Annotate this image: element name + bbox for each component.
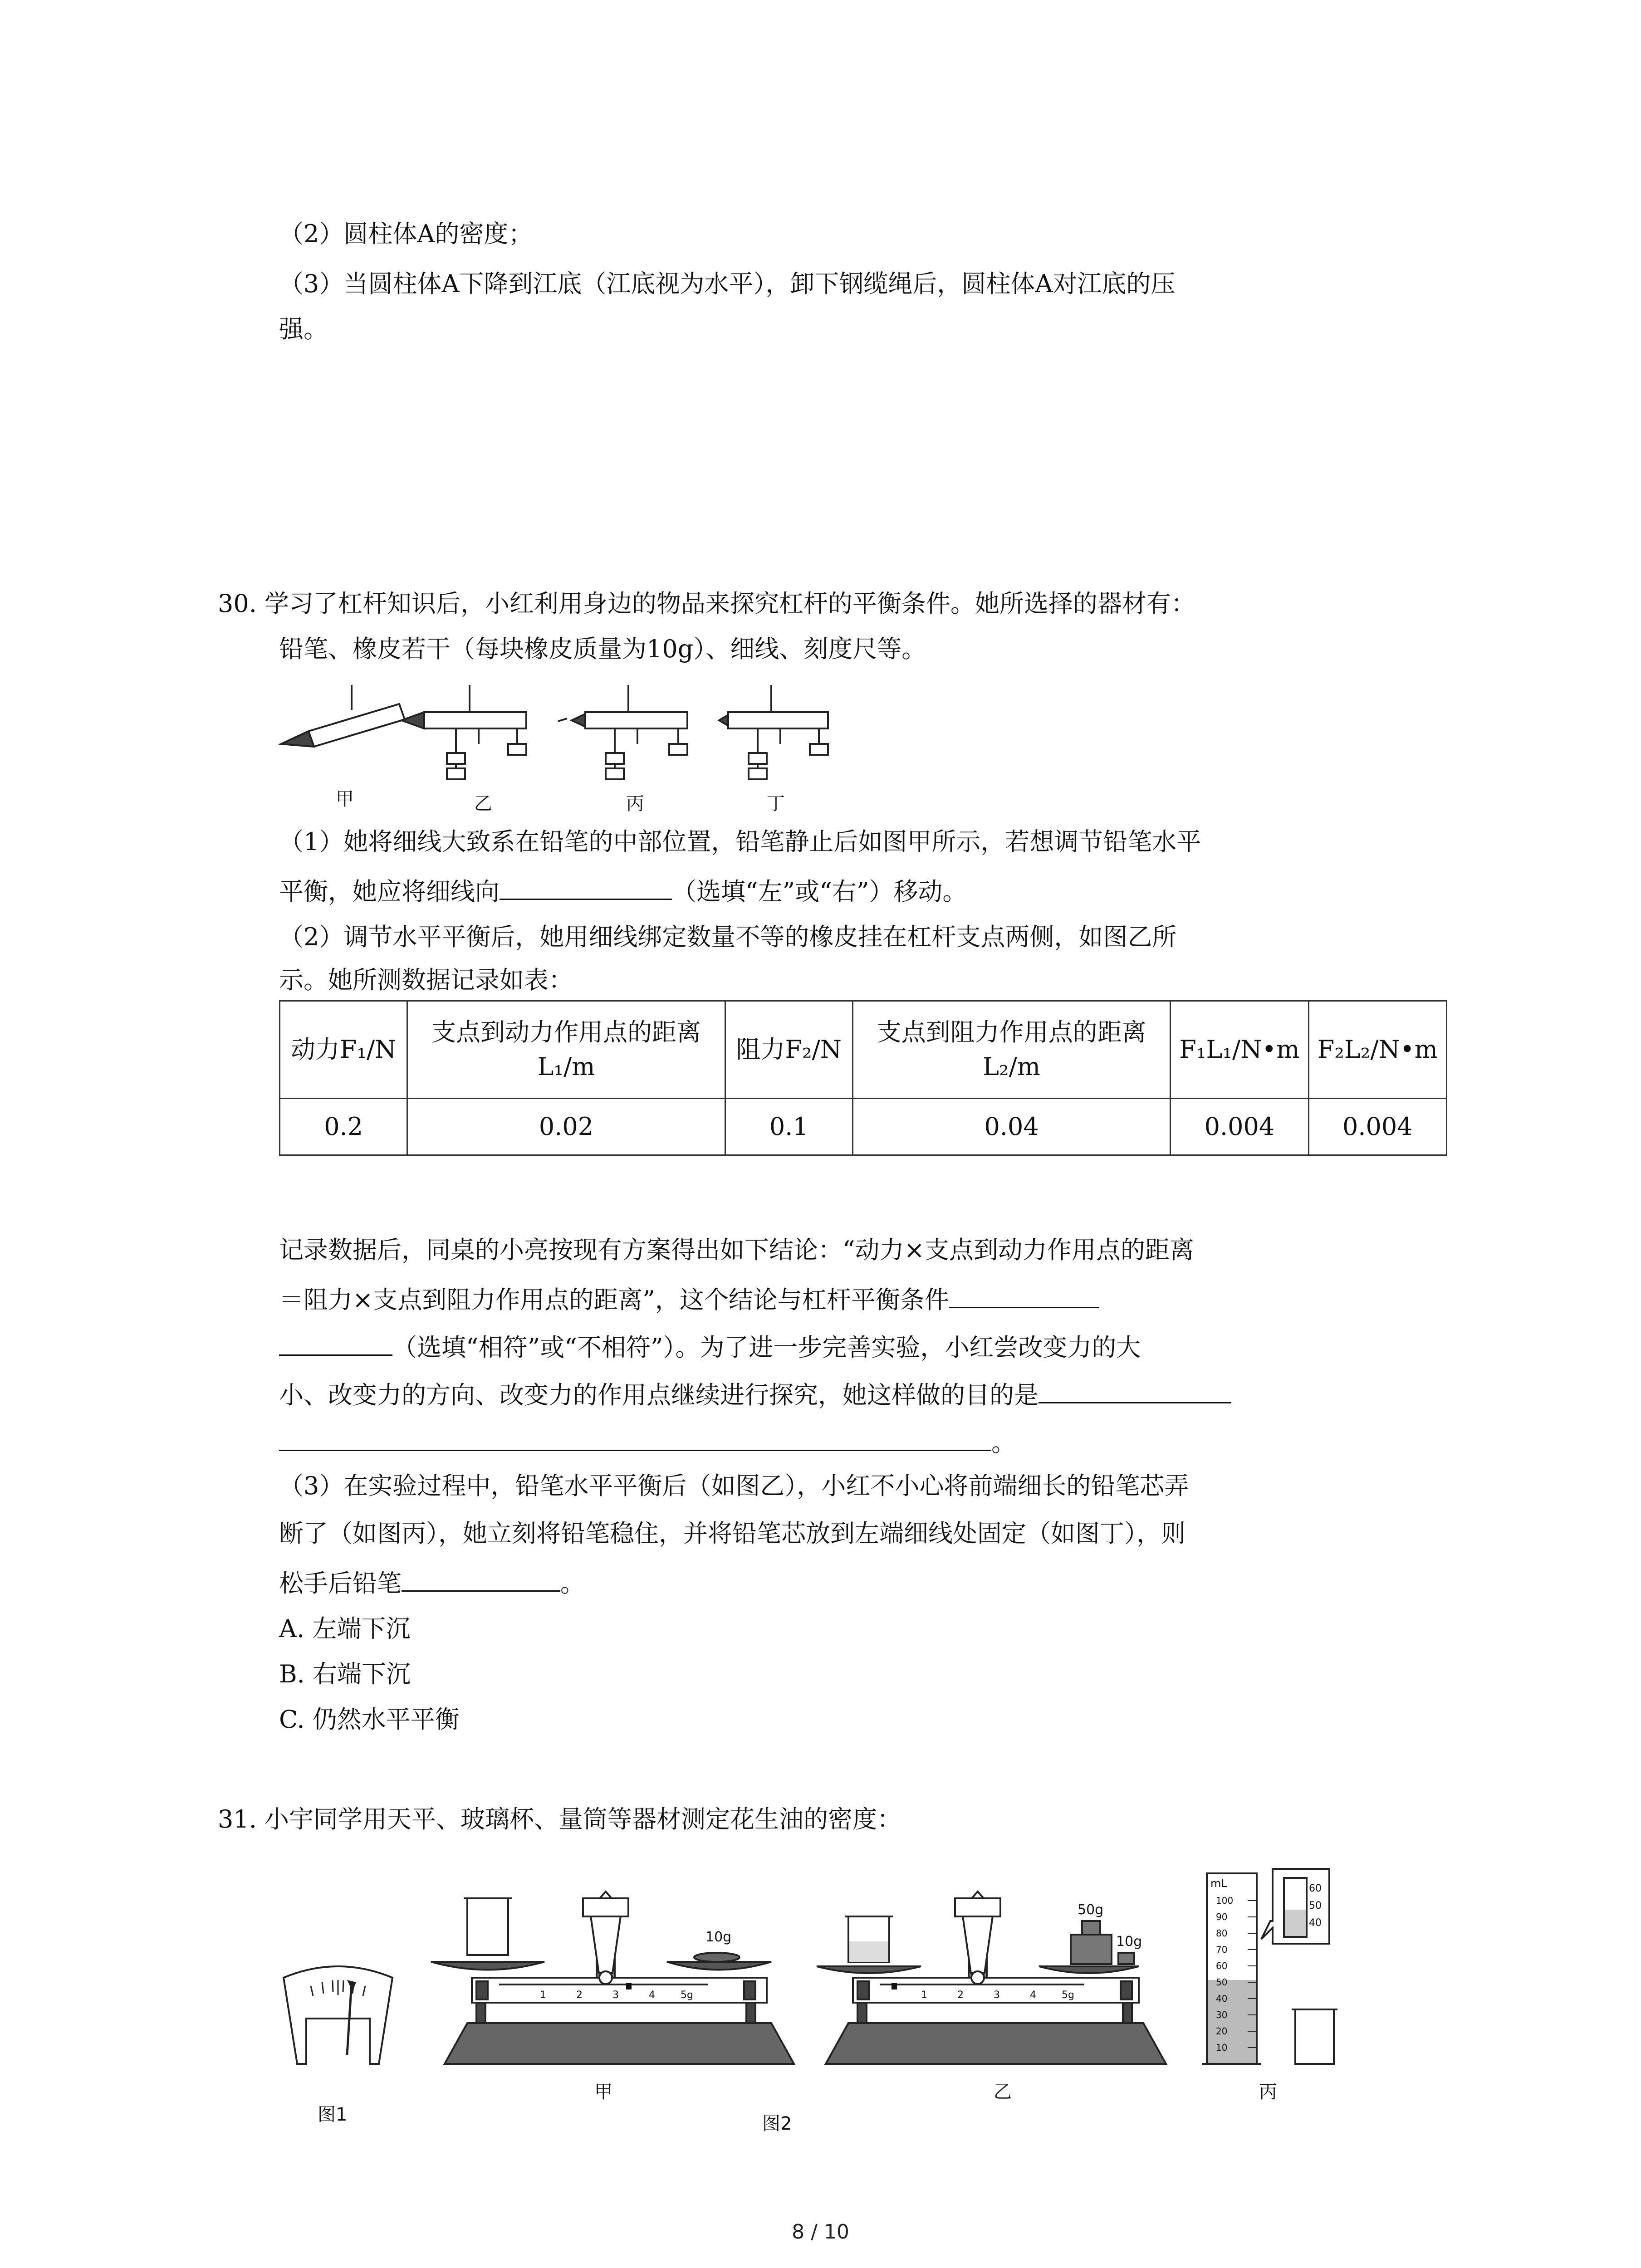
weight-label-jia: 10g	[705, 1929, 732, 1945]
scale-mark: 1	[921, 1989, 927, 2001]
table-cell: 0.02	[407, 1099, 725, 1155]
zoom-tick: 40	[1309, 1917, 1322, 1929]
q30-blank-1[interactable]	[500, 873, 672, 900]
q30-part3-line1: （3）在实验过程中，铅笔水平平衡后（如图乙），小红不小心将前端细长的铅笔芯弄	[279, 1471, 1189, 1500]
sub-label-bing: 丙	[1259, 2082, 1277, 2102]
pencil-jia	[281, 685, 405, 747]
cylinder-tick-label: 40	[1216, 1993, 1228, 2004]
q30-part2-line1: （2）调节水平平衡后，她用细线绑定数量不等的橡皮挂在杠杆支点两侧，如图乙所	[279, 923, 1177, 951]
scale-mark: 4	[649, 1989, 655, 2001]
scale-mark: 3	[612, 1989, 619, 2001]
table-header-cell: 支点到阻力作用点的距离L₂/m	[852, 1001, 1170, 1099]
q30-blank-3a[interactable]	[1038, 1377, 1231, 1403]
table-cell: 0.04	[852, 1099, 1170, 1155]
q30-part3-line2: 断了（如图丙），她立刻将铅笔稳住，并将铅笔芯放到左端细线处固定（如图丁），则	[279, 1519, 1185, 1548]
scale-mark: 5g	[1062, 1989, 1074, 2001]
q30-blank-2a[interactable]	[949, 1281, 1099, 1308]
table-header-row	[280, 1001, 1447, 1099]
balance-pointer-dial	[279, 1950, 397, 2077]
weight-label-yi-10g: 10g	[1116, 1934, 1142, 1950]
zoom-tick: 50	[1309, 1900, 1322, 1911]
q30-part1-text-a: 平衡，她应将细线向	[279, 877, 500, 906]
scale-mark: 3	[994, 1989, 1000, 2001]
pencil-bing	[558, 685, 687, 779]
q30-conclusion-line1: 记录数据后，同桌的小亮按现有方案得出如下结论：“动力×支点到动力作用点的距离	[279, 1236, 1194, 1264]
q30-conclusion-line3	[279, 1329, 1141, 1364]
q30-conclusion-text-5: 。	[991, 1428, 1016, 1457]
pencil-yi	[402, 685, 526, 779]
scale-mark: 2	[576, 1989, 583, 2001]
table-header-cell: 支点到动力作用点的距离L₁/m	[407, 1001, 725, 1099]
q31-stem: 31. 小宇同学用天平、玻璃杯、量筒等器材测定花生油的密度：	[218, 1805, 902, 1833]
cylinder-tick-label: 20	[1216, 2026, 1228, 2037]
cylinder-unit: mL	[1210, 1877, 1227, 1890]
q30-conclusion-text-3: （选填“相符”或“不相符”）。为了进一步完善实验，小红尝改变力的大	[392, 1333, 1141, 1362]
q30-conclusion-text-4: 小、改变力的方向、改变力的作用点继续进行探究，她这样做的目的是	[279, 1381, 1038, 1409]
scale-mark: 2	[957, 1989, 964, 2001]
lever-data-table	[279, 1000, 1447, 1156]
table-cell: 0.004	[1171, 1099, 1308, 1155]
scale-mark: 5g	[681, 1989, 693, 2001]
q30-blank-4[interactable]	[402, 1565, 560, 1592]
fig-label-yi: 乙	[474, 793, 492, 814]
cylinder-tick-label: 50	[1216, 1977, 1228, 1988]
cylinder-tick-label: 80	[1216, 1928, 1228, 1939]
fig-label-bing: 丙	[626, 793, 644, 814]
q30-option-b[interactable]: B. 右端下沉	[279, 1660, 411, 1688]
q30-conclusion-line5	[279, 1424, 1016, 1459]
q30-conclusion-text-2: ＝阻力×支点到阻力作用点的距离”，这个结论与杠杆平衡条件	[279, 1286, 949, 1314]
q30-blank-3b[interactable]	[279, 1424, 991, 1451]
table-row	[280, 1099, 1447, 1155]
balance-jia	[426, 1882, 808, 2073]
table-cell: 0.004	[1308, 1099, 1446, 1155]
sub-label-yi: 乙	[994, 2082, 1012, 2102]
table-header-cell: F₁L₁/N•m	[1171, 1001, 1308, 1099]
table-cell: 0.1	[725, 1099, 852, 1155]
zoom-ticks	[1309, 1883, 1322, 1929]
q30-conclusion-line4	[279, 1377, 1231, 1412]
table-header-cell: 动力F₁/N	[280, 1001, 407, 1099]
q30-stem-line2: 铅笔、橡皮若干（每块橡皮质量为10g）、细线、刻度尺等。	[279, 635, 926, 663]
table-header-cell: 阻力F₂/N	[725, 1001, 852, 1099]
q30-part1-line1: （1）她将细线大致系在铅笔的中部位置，铅笔静止后如图甲所示，若想调节铅笔水平	[279, 827, 1201, 856]
q30-conclusion-line2	[279, 1281, 1099, 1316]
pencil-ding	[719, 685, 828, 779]
q29-part3-line1: （3）当圆柱体A下降到江底（江底视为水平），卸下钢缆绳后，圆柱体A对江底的压	[279, 269, 1176, 298]
scale-mark: 1	[540, 1989, 546, 2001]
q30-part3-text-b: 。	[560, 1569, 585, 1598]
table-header-cell: F₂L₂/N•m	[1308, 1001, 1446, 1099]
table-cell: 0.2	[280, 1099, 407, 1155]
page-number: 8 / 10	[792, 2220, 849, 2244]
zoom-tick: 60	[1309, 1883, 1322, 1894]
q30-part1-text-b: （选填“左”或“右”）移动。	[672, 877, 967, 906]
fig-label-jia: 甲	[336, 789, 354, 810]
cylinder-tick-label: 60	[1216, 1960, 1228, 1971]
fig2-label: 图2	[762, 2113, 792, 2134]
pencil-lever-figure	[272, 676, 844, 812]
q30-option-c[interactable]: C. 仍然水平平衡	[279, 1705, 460, 1734]
sub-label-jia: 甲	[594, 2082, 612, 2102]
fig-label-ding: 丁	[767, 793, 785, 814]
q30-part2-line2: 示。她所测数据记录如表：	[279, 966, 573, 994]
cylinder-tick-label: 10	[1216, 2042, 1228, 2053]
q29-part2: （2）圆柱体A的密度；	[279, 220, 533, 248]
q30-part3-line3	[279, 1565, 585, 1600]
cylinder-tick-label: 70	[1216, 1944, 1228, 1955]
graduated-cylinder	[1198, 1860, 1379, 2068]
q30-part1-line2	[279, 873, 967, 908]
q29-part3-line2: 强。	[279, 315, 328, 343]
q30-blank-2b[interactable]	[279, 1329, 392, 1356]
weight-label-yi-50g: 50g	[1078, 1902, 1104, 1918]
scale-mark: 4	[1030, 1989, 1036, 2001]
q30-option-a[interactable]: A. 左端下沉	[279, 1614, 411, 1643]
balance-yi	[812, 1882, 1175, 2073]
cylinder-tick-label: 30	[1216, 2009, 1228, 2020]
cylinder-tick-label: 90	[1216, 1911, 1228, 1922]
fig1-label: 图1	[318, 2104, 348, 2125]
cylinder-tick-label: 100	[1216, 1895, 1234, 1906]
q30-part3-text-a: 松手后铅笔	[279, 1569, 402, 1598]
q30-stem-line1: 30. 学习了杠杆知识后，小红利用身边的物品来探究杠杆的平衡条件。她所选择的器材有：	[218, 589, 1196, 618]
